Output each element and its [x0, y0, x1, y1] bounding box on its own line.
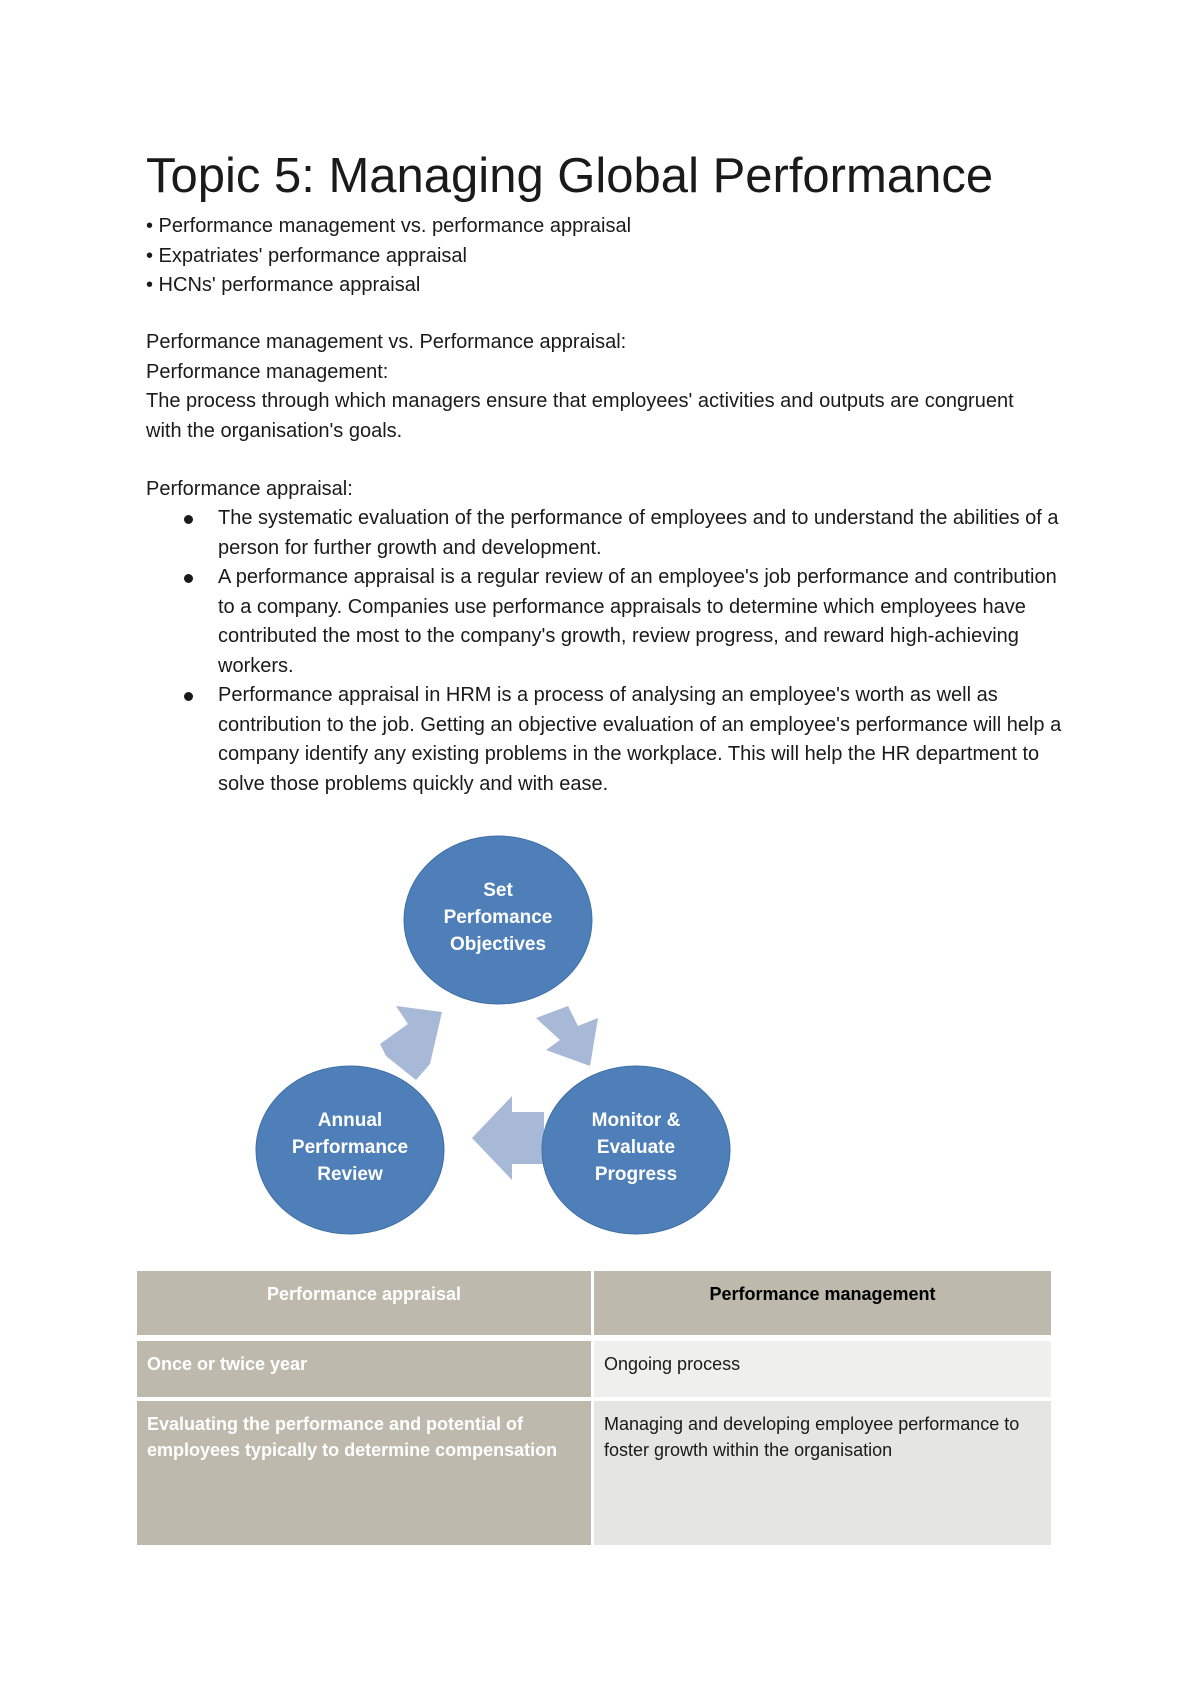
node-label-line: Evaluate	[596, 1137, 676, 1158]
performance-management-definition: The process through which managers ensure that employees' activities and outputs are congruent with the organisation's goals.	[146, 390, 1014, 442]
cycle-node-annual-review	[256, 1066, 444, 1234]
performance-appraisal-points	[218, 504, 1068, 799]
performance-cycle-diagram	[160, 828, 860, 1248]
table-cell: Once or twice year	[137, 1341, 594, 1401]
bullet-icon	[184, 692, 193, 701]
bullet-icon	[184, 515, 193, 524]
node-label-line: Monitor &	[591, 1110, 681, 1131]
node-label-line: Review	[317, 1164, 383, 1185]
performance-management-heading: Performance management:	[146, 360, 389, 383]
topic-outline	[146, 212, 631, 301]
performance-appraisal-heading: Performance appraisal:	[146, 478, 353, 500]
comparison-heading: Performance management vs. Performance appraisal:	[146, 331, 627, 353]
list-item-text: A performance appraisal is a regular review of an employee's job performance and contribution to a company. Companies use performance appraisals to determine which employees have contributed the most to the company's growth, review progress, and reward high-achieving workers.	[218, 566, 1057, 677]
bullet-icon	[184, 574, 193, 583]
outline-item: • Expatriates' performance appraisal	[146, 244, 467, 267]
node-label-line: Progress	[594, 1164, 678, 1185]
arrow-up-right-icon	[380, 1006, 442, 1080]
table-header-row	[137, 1271, 1051, 1341]
appraisal-vs-management-table	[137, 1271, 1051, 1545]
column-header-management: Performance management	[594, 1271, 1051, 1341]
cycle-node-set-objectives	[404, 836, 592, 1004]
list-item	[218, 681, 1068, 799]
node-label-line: Annual	[317, 1110, 383, 1131]
table-row	[137, 1341, 1051, 1401]
cycle-node-monitor-evaluate	[542, 1066, 730, 1234]
table-cell: Managing and developing employee performance to foster growth within the organisation	[594, 1401, 1051, 1545]
node-label-line: Set	[483, 880, 513, 901]
arrow-right-down-icon	[536, 1006, 598, 1066]
table-row	[137, 1401, 1051, 1545]
list-item-text: Performance appraisal in HRM is a process of analysing an employee's worth as well as contribution to the job. Getting an objective evaluation of an employee's performance will help a company identify any existing problems in the workplace. This will help the HR department to solve those problems quickly and with ease.	[218, 684, 1062, 795]
arrow-left-icon	[472, 1096, 544, 1180]
cycle-svg	[160, 828, 860, 1248]
column-header-appraisal: Performance appraisal	[137, 1271, 594, 1341]
list-item-text: The systematic evaluation of the performance of employees and to understand the abilities of a person for further growth and development.	[218, 507, 1059, 559]
list-item	[218, 504, 1068, 563]
node-label-line: Performance	[291, 1137, 409, 1158]
table-cell: Ongoing process	[594, 1341, 1051, 1401]
node-label-line: Objectives	[449, 934, 547, 955]
node-label-line: Perfomance	[443, 907, 553, 928]
table-cell: Evaluating the performance and potential of employees typically to determine compensation	[137, 1401, 594, 1545]
outline-item: • Performance management vs. performance appraisal	[146, 215, 632, 237]
outline-item: • HCNs' performance appraisal	[146, 274, 421, 296]
list-item	[218, 563, 1068, 681]
page-title: Topic 5: Managing Global Performance	[146, 149, 994, 203]
